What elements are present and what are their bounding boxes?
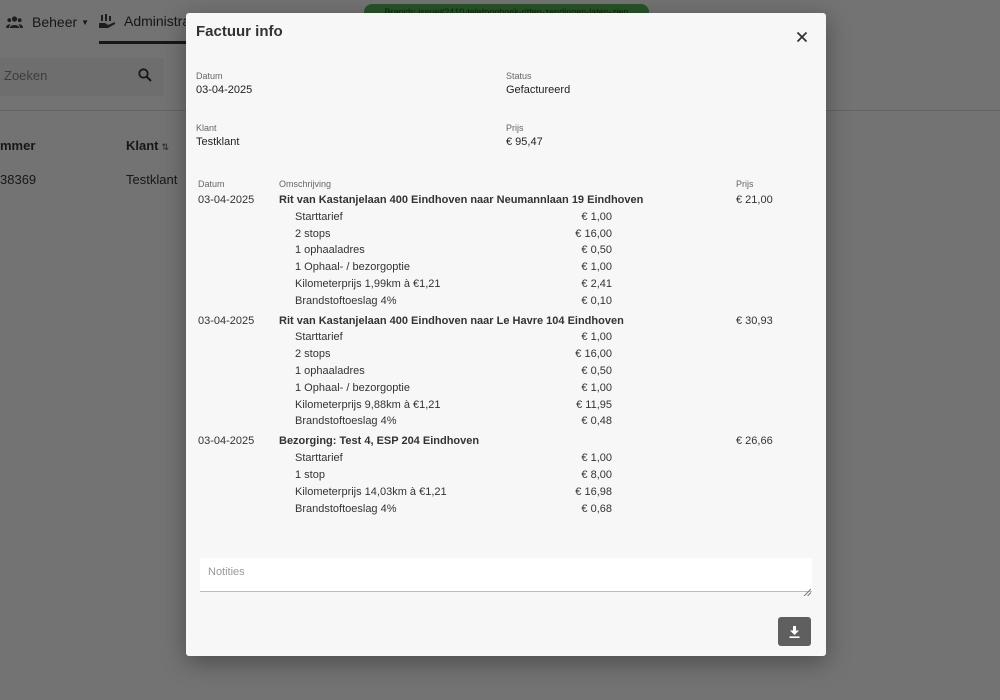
status-label: Status [506, 71, 532, 81]
klant-label: Klant [196, 123, 217, 133]
line-item-label: 1 Ophaal- / bezorgoptie [295, 382, 410, 394]
resize-grip-icon[interactable] [803, 583, 811, 591]
klant-value: Testklant [196, 136, 240, 148]
datum-value: 03-04-2025 [196, 84, 253, 96]
line-item-amount: € 16,00 [575, 228, 612, 240]
line-item-label: Brandstoftoeslag 4% [295, 295, 397, 307]
line-item-amount: € 2,41 [581, 278, 612, 290]
line-item-label: 1 Ophaal- / bezorgoptie [295, 261, 410, 273]
row-date: 03-04-2025 [198, 194, 255, 206]
line-item-label: 1 ophaaladres [295, 365, 365, 377]
row-price: € 30,93 [736, 315, 773, 327]
prijs-value: € 95,47 [506, 136, 543, 148]
line-item-label: Kilometerprijs 9,88km à €1,21 [295, 399, 441, 411]
line-item-label: 2 stops [295, 348, 331, 360]
row-price: € 21,00 [736, 194, 773, 206]
table-header-prijs: Prijs [736, 179, 754, 189]
close-button[interactable] [794, 29, 810, 45]
row-date: 03-04-2025 [198, 435, 255, 447]
invoice-modal [186, 13, 826, 656]
line-item-amount: € 1,00 [581, 382, 612, 394]
row-description: Rit van Kastanjelaan 400 Eindhoven naar Neumannlaan 19 Eindhoven [279, 194, 644, 206]
status-value: Gefactureerd [506, 84, 571, 96]
line-item-label: 1 stop [295, 469, 325, 481]
download-button[interactable] [778, 617, 811, 646]
line-item-amount: € 0,50 [581, 244, 612, 256]
row-date: 03-04-2025 [198, 315, 255, 327]
line-item-amount: € 1,00 [581, 211, 612, 223]
line-item-label: Starttarief [295, 452, 343, 464]
line-item-amount: € 0,10 [581, 295, 612, 307]
line-item-label: Starttarief [295, 211, 343, 223]
line-item-label: Kilometerprijs 1,99km à €1,21 [295, 278, 441, 290]
line-item-amount: € 1,00 [581, 452, 612, 464]
table-header-omschrijving: Omschrijving [279, 179, 332, 189]
line-item-label: 1 ophaaladres [295, 244, 365, 256]
line-item-amount: € 1,00 [581, 261, 612, 273]
line-item-amount: € 11,95 [576, 399, 612, 411]
line-item-amount: € 0,48 [581, 415, 612, 427]
line-item-amount: € 0,68 [581, 503, 612, 515]
line-item-label: Brandstoftoeslag 4% [295, 503, 397, 515]
notes-textarea[interactable] [200, 558, 812, 592]
row-price: € 26,66 [736, 435, 773, 447]
datum-label: Datum [196, 71, 223, 81]
line-item-label: Kilometerprijs 14,03km à €1,21 [295, 486, 447, 498]
download-icon [789, 626, 800, 638]
modal-title: Factuur info [196, 23, 283, 40]
close-icon [794, 29, 810, 45]
line-item-amount: € 1,00 [581, 331, 612, 343]
line-item-amount: € 16,00 [575, 348, 612, 360]
row-description: Rit van Kastanjelaan 400 Eindhoven naar Le Havre 104 Eindhoven [279, 315, 624, 327]
line-item-amount: € 16,98 [575, 486, 612, 498]
line-item-label: Starttarief [295, 331, 343, 343]
row-description: Bezorging: Test 4, ESP 204 Eindhoven [279, 435, 480, 447]
line-item-amount: € 0,50 [581, 365, 612, 377]
line-item-label: Brandstoftoeslag 4% [295, 415, 397, 427]
prijs-label: Prijs [506, 123, 524, 133]
table-header-datum: Datum [198, 179, 225, 189]
line-item-label: 2 stops [295, 228, 331, 240]
line-item-amount: € 8,00 [581, 469, 612, 481]
